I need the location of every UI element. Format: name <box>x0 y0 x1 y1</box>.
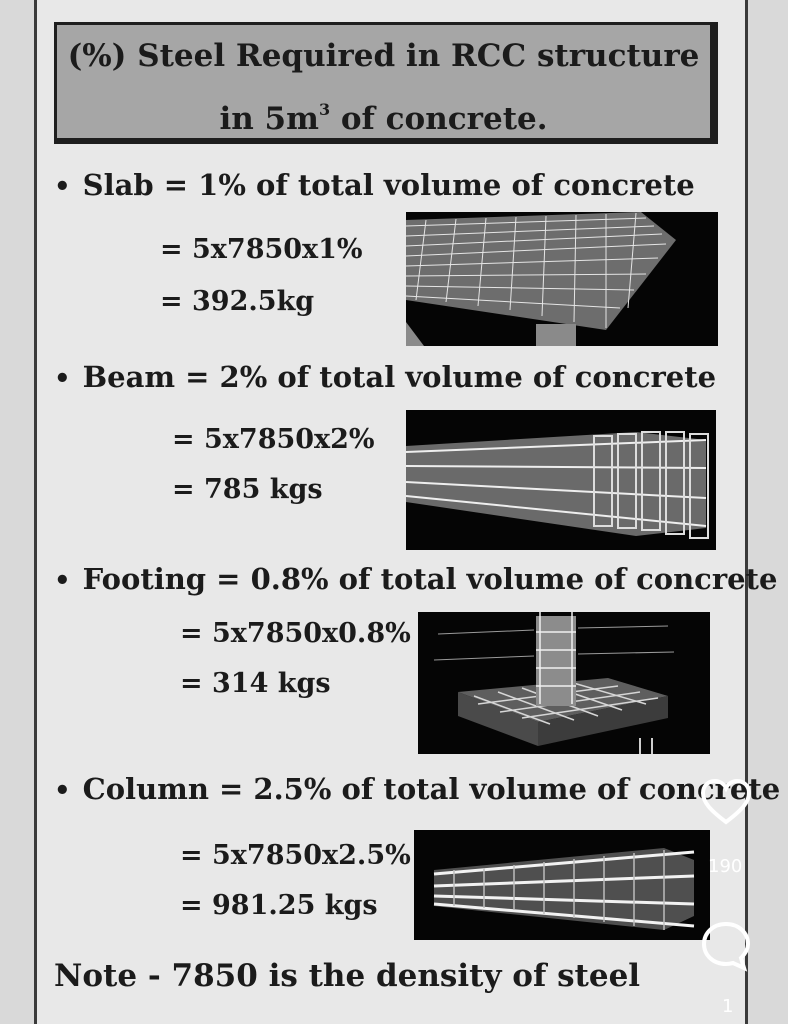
slab-rebar-mesh-image <box>406 212 718 346</box>
bullet-icon: • <box>54 776 71 806</box>
footing-calc-formula: = 5x7850x0.8% <box>180 618 411 649</box>
comment-count: 1 <box>722 996 734 1017</box>
comment-bubble-icon[interactable] <box>700 920 752 972</box>
title-line-2: in $5m^3$ of concrete. <box>219 100 548 137</box>
slab-heading: • Slab = 1% of total volume of concrete <box>54 168 695 202</box>
bullet-icon: • <box>54 364 71 394</box>
column-rebar-image <box>414 830 710 940</box>
title-banner <box>54 22 718 144</box>
beam-heading: • Beam = 2% of total volume of concrete <box>54 360 717 394</box>
beam-rebar-cage-image <box>406 410 716 550</box>
heart-icon[interactable] <box>700 778 752 826</box>
column-calc-formula: = 5x7850x2.5% <box>180 840 411 871</box>
bullet-icon: • <box>54 566 71 596</box>
like-count: 190 <box>708 856 743 877</box>
slab-calc-formula: = 5x7850x1% <box>160 234 363 265</box>
footing-calc-result: = 314 kgs <box>180 668 331 699</box>
beam-calc-formula: = 5x7850x2% <box>172 424 375 455</box>
footing-heading: • Footing = 0.8% of total volume of concrete <box>54 562 778 596</box>
slab-calc-result: = 392.5kg <box>160 286 315 317</box>
title-line-1: (%) Steel Required in RCC structure <box>67 38 700 74</box>
column-calc-result: = 981.25 kgs <box>180 890 378 921</box>
bullet-icon: • <box>54 172 71 202</box>
footing-rebar-image <box>418 612 710 754</box>
density-note: Note - 7850 is the density of steel <box>54 958 641 994</box>
column-heading: • Column = 2.5% of total volume of concrete <box>54 772 781 806</box>
beam-calc-result: = 785 kgs <box>172 474 323 505</box>
